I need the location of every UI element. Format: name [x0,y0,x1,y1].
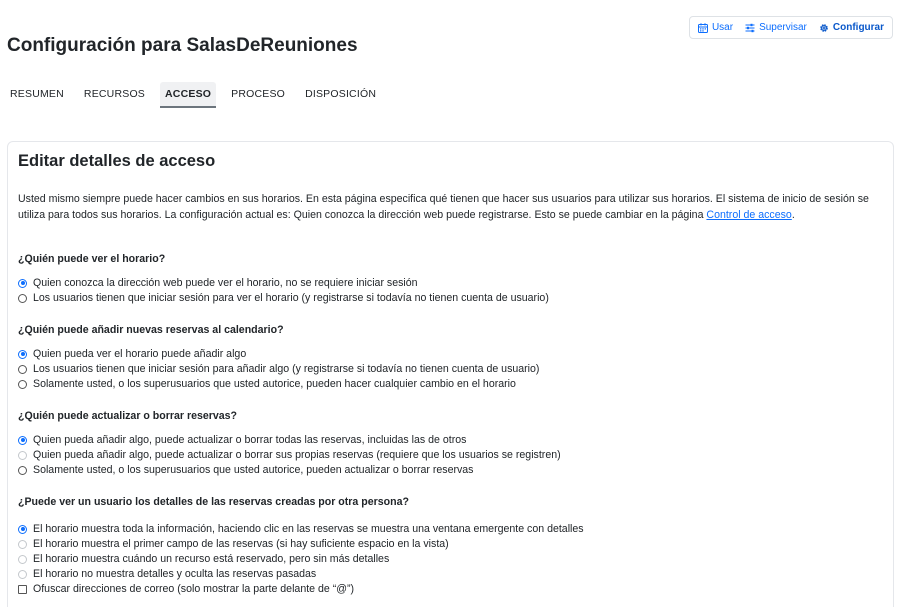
option-edit-all[interactable] [18,433,466,447]
radio-button[interactable] [18,380,27,389]
option-details-first-field[interactable] [18,537,449,551]
option-details-none[interactable] [18,567,316,581]
tab-proceso[interactable]: PROCESO [231,88,286,100]
option-details-all[interactable] [18,522,584,536]
nav-supervisar-label: Supervisar [759,22,807,33]
option-label: Solamente usted, o los superusuarios que usted autorice, pueden hacer cualquier cambio en el horario [33,378,516,390]
top-nav [689,16,893,39]
option-label: Solamente usted, o los superusuarios que usted autorice, pueden actualizar o borrar reservas [33,464,474,476]
option-label: El horario muestra el primer campo de las reservas (si hay suficiente espacio en la vista) [33,538,449,550]
question-add-bookings: ¿Quién puede añadir nuevas reservas al calendario? [18,324,284,336]
radio-button[interactable] [18,570,27,579]
nav-usar-link[interactable] [698,22,733,33]
option-label: Los usuarios tienen que iniciar sesión para ver el horario (y registrarse si todavía no tienen cuenta de usuario) [33,292,549,304]
intro-text: Usted mismo siempre puede hacer cambios en sus horarios. En esta página especifica qué tienen que hacer sus usuarios para utilizar sus horarios. El sistema de inicio de sesión se utiliza para todos sus horarios. La configuración actual es: Quien conozca la dirección web puede registrarse. Esto se puede cambiar en la página [18,193,869,221]
radio-button[interactable] [18,525,27,534]
nav-supervisar-link[interactable] [745,22,807,33]
option-view-public[interactable] [18,276,418,290]
radio-button[interactable] [18,365,27,374]
tab-disposicion[interactable]: DISPOSICIÓN [305,88,377,100]
sliders-icon [745,23,755,33]
option-add-anyone[interactable] [18,347,246,361]
option-edit-admins[interactable] [18,463,473,477]
option-label: Quien pueda añadir algo, puede actualizar o borrar sus propias reservas (requiere que los usuarios se registren) [33,449,561,461]
option-label: El horario muestra toda la información, haciendo clic en las reservas se muestra una ventana emergente con detalles [33,523,584,535]
option-add-login[interactable] [18,362,539,376]
option-label: Los usuarios tienen que iniciar sesión para añadir algo (y registrarse si todavía no tienen cuenta de usuario) [33,363,540,375]
nav-configurar-link[interactable] [819,22,884,33]
checkbox[interactable] [18,585,27,594]
card-title: Editar detalles de acceso [18,152,216,170]
option-label: El horario no muestra detalles y oculta las reservas pasadas [33,568,317,580]
intro-end: . [791,209,795,221]
page-title: Configuración para SalasDeReuniones [7,35,358,56]
question-update-delete: ¿Quién puede actualizar o borrar reservas? [18,410,238,422]
option-label: Quien pueda añadir algo, puede actualizar o borrar todas las reservas, incluidas las de otros [33,434,467,446]
tab-acceso[interactable]: ACCESO [160,82,216,108]
radio-button[interactable] [18,279,27,288]
radio-button[interactable] [18,294,27,303]
radio-button[interactable] [18,466,27,475]
option-add-admins[interactable] [18,377,516,391]
option-view-login[interactable] [18,291,549,305]
tab-recursos[interactable]: RECURSOS [83,88,146,100]
access-control-link[interactable]: Control de acceso [706,209,792,221]
radio-button[interactable] [18,436,27,445]
nav-configurar-label: Configurar [832,22,884,33]
radio-button[interactable] [18,540,27,549]
option-label: Quien conozca la dirección web puede ver el horario, no se requiere iniciar sesión [33,277,418,289]
tab-bar [5,82,391,108]
access-settings-card [7,141,894,607]
question-booking-details: ¿Puede ver un usuario los detalles de las reservas creadas por otra persona? [18,496,409,508]
calendar-icon [698,23,708,33]
option-label: Quien pueda ver el horario puede añadir algo [33,348,247,360]
option-details-reserved-only[interactable] [18,552,389,566]
option-edit-own[interactable] [18,448,561,462]
radio-button[interactable] [18,451,27,460]
option-obfuscate-email[interactable] [18,582,354,596]
tab-resumen[interactable]: RESUMEN [10,88,64,100]
radio-button[interactable] [18,350,27,359]
nav-usar-label: Usar [711,22,734,33]
question-view-schedule: ¿Quién puede ver el horario? [18,253,166,265]
intro-paragraph [18,191,880,223]
option-label: Ofuscar direcciones de correo (solo mostrar la parte delante de “@”) [33,583,355,595]
gear-icon [819,23,829,33]
option-label: El horario muestra cuándo un recurso está reservado, pero sin más detalles [33,553,390,565]
radio-button[interactable] [18,555,27,564]
